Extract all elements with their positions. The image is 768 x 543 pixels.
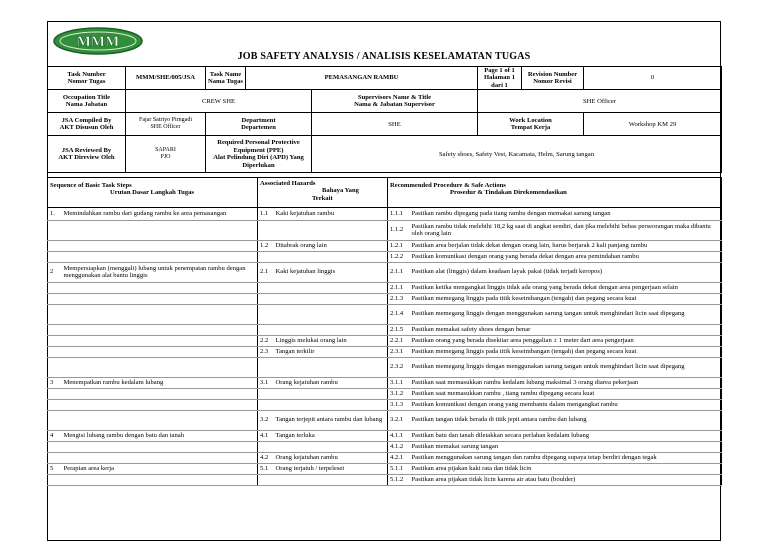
action-number: 4.1.2 <box>388 441 410 452</box>
step-number: 4 <box>48 430 62 441</box>
step-number <box>48 399 62 410</box>
steps-column-header: Sequence of Basic Task Steps Urutan Dasar Langkah Tugas <box>48 178 258 208</box>
step-number <box>48 282 62 293</box>
hazard-text <box>274 251 388 262</box>
action-number: 1.2.2 <box>388 251 410 262</box>
hazard-text <box>274 388 388 399</box>
action-number: 2.1.4 <box>388 304 410 324</box>
step-text: Menempatkan rambu kedalam lubang <box>62 377 258 388</box>
table-row <box>48 430 722 441</box>
compiled-value: Fajar Satriyo Pirngadi SHE Officer <box>126 113 206 136</box>
document-title: JOB SAFETY ANALYSIS / ANALISIS KESELAMATAN TUGAS <box>237 51 531 62</box>
step-number <box>48 335 62 346</box>
step-number: 2 <box>48 262 62 282</box>
header-table <box>47 66 722 173</box>
action-text: Pastikan memakai sarung tangan <box>410 441 722 452</box>
action-number: 2.1.5 <box>388 324 410 335</box>
action-number: 3.1.3 <box>388 399 410 410</box>
step-number <box>48 452 62 463</box>
action-number: 5.1.1 <box>388 463 410 474</box>
action-number: 2.1.1 <box>388 282 410 293</box>
table-row <box>48 399 722 410</box>
actions-column-header: Recommended Procedure & Safe Actions Prosedur & Tindakan Direkomendasikan <box>388 178 722 208</box>
jsa-body-table <box>47 207 722 486</box>
step-text <box>62 410 258 430</box>
table-row <box>48 262 722 282</box>
step-number <box>48 441 62 452</box>
table-row <box>48 220 722 240</box>
hazard-text <box>274 441 388 452</box>
hazard-number <box>258 399 274 410</box>
action-number: 1.2.1 <box>388 240 410 251</box>
hazard-text <box>274 474 388 485</box>
logo-text: MMM <box>76 34 120 50</box>
table-row <box>48 410 722 430</box>
hazard-text <box>274 220 388 240</box>
action-text: Pastikan area berjalan tidak dekat dengan orang lain, harus berjarak 2 kali panjang rambu <box>410 240 722 251</box>
table-row <box>48 282 722 293</box>
action-number: 2.2.1 <box>388 335 410 346</box>
action-number: 2.1.3 <box>388 293 410 304</box>
hazard-number: 3.1 <box>258 377 274 388</box>
page-label: Page 1 of 1 Halaman 1 dari 1 <box>478 67 522 90</box>
action-text: Pastikan ketika mengangkat linggis tidak ada orang yang berada dekat dengan area pengerjaan selain <box>410 282 722 293</box>
step-number <box>48 304 62 324</box>
table-row <box>48 293 722 304</box>
hazard-number <box>258 282 274 293</box>
hazard-number <box>258 293 274 304</box>
hazard-number: 4.2 <box>258 452 274 463</box>
action-text: Pastikan rambu dipegang pada tiang rambu dengan memakai sarung tangan <box>410 207 722 220</box>
step-number <box>48 388 62 399</box>
step-text <box>62 441 258 452</box>
step-text <box>62 251 258 262</box>
step-text <box>62 452 258 463</box>
action-text: Pastikan area pijakan kaki rata dan tidak licin <box>410 463 722 474</box>
revision-label: Revision Number Nomor Revisi <box>522 67 584 90</box>
step-number <box>48 410 62 430</box>
step-number <box>48 346 62 357</box>
table-row <box>48 240 722 251</box>
hazard-text: Kaki kejatuhan rambu <box>274 207 388 220</box>
hazard-text <box>274 293 388 304</box>
action-text: Pastikan rambu tidak melebihi 18,2 kg saat di angkat sendiri, dan jika melebihi bebas perseorangan maka dibantu oleh orang lain <box>410 220 722 240</box>
action-number: 3.2.1 <box>388 410 410 430</box>
task-name: PEMASANGAN RAMBU <box>246 67 478 90</box>
revision-number: 0 <box>584 67 722 90</box>
hazard-number: 2.1 <box>258 262 274 282</box>
location-value: Workshop KM 29 <box>584 113 722 136</box>
table-row <box>48 474 722 485</box>
hazard-number: 2.2 <box>258 335 274 346</box>
column-header-table <box>47 177 722 208</box>
supervisor-value: SHE Officer <box>478 90 722 113</box>
action-text: Pastikan memakai safety shoes dengan benar <box>410 324 722 335</box>
action-text: Pastikan area pijakan tidak licin karena air atau batu (boulder) <box>410 474 722 485</box>
hazard-text <box>274 304 388 324</box>
action-number: 3.1.1 <box>388 377 410 388</box>
action-number: 2.3.1 <box>388 346 410 357</box>
action-text: Pastikan komunikasi dengan orang yang membantu dalam mengangkat rambu <box>410 399 722 410</box>
step-text <box>62 335 258 346</box>
action-number: 4.2.1 <box>388 452 410 463</box>
hazard-text: Orang terjatuh / terpeleset <box>274 463 388 474</box>
table-row <box>48 463 722 474</box>
compiled-label: JSA Compiled By AKT Disusun Oleh <box>48 113 126 136</box>
hazard-number: 1.1 <box>258 207 274 220</box>
action-text: Pastikan memegang linggis dengan menggunakan sarung tangan untuk menghindari licin saat dipegang <box>410 304 722 324</box>
action-number: 2.3.2 <box>388 357 410 377</box>
table-row <box>48 346 722 357</box>
step-text: Mengisi lubang rambu dengan batu dan tanah <box>62 430 258 441</box>
hazard-text <box>274 282 388 293</box>
hazard-text <box>274 324 388 335</box>
hazard-number <box>258 388 274 399</box>
action-number: 4.1.1 <box>388 430 410 441</box>
hazard-text: Orang kejatuhan rambu <box>274 452 388 463</box>
step-text <box>62 220 258 240</box>
occupation-label: Occupation Title Nama Jabatan <box>48 90 126 113</box>
ppe-label: Required Personal Protective Equipment (PPE) Alat Pelindung Diri (APD) Yang Diperlukan <box>206 136 312 173</box>
hazard-number <box>258 251 274 262</box>
action-text: Pastikan orang yang berada disekitar area penggalian ± 1 meter dari area pengerjaan <box>410 335 722 346</box>
step-text <box>62 474 258 485</box>
table-row <box>48 251 722 262</box>
action-number: 1.1.2 <box>388 220 410 240</box>
location-label: Work Location Tempat Kerja <box>478 113 584 136</box>
step-text <box>62 346 258 357</box>
action-text: Pastikan komunikasi dengan orang yang berada dekat dengan area pemindahan rambu <box>410 251 722 262</box>
hazard-number <box>258 324 274 335</box>
hazard-text: Tangan terjepit antara rambu dan lubang <box>274 410 388 430</box>
step-number <box>48 474 62 485</box>
hazard-number: 2.3 <box>258 346 274 357</box>
action-text: Pastikan batu dan tanah diletakkan secara perlahan kedalam lubang <box>410 430 722 441</box>
action-text: Pastikan alat (linggis) dalam keadaan layak pakai (tidak terjadi keropos) <box>410 262 722 282</box>
hazard-number <box>258 304 274 324</box>
hazard-number: 4.1 <box>258 430 274 441</box>
table-row <box>48 207 722 220</box>
action-number: 3.1.2 <box>388 388 410 399</box>
task-number-label: Task Number Nomor Tugas <box>48 67 126 90</box>
step-number <box>48 324 62 335</box>
reviewed-value: SAPARI PJO <box>126 136 206 173</box>
step-number <box>48 251 62 262</box>
step-number <box>48 240 62 251</box>
hazard-number: 1.2 <box>258 240 274 251</box>
table-row <box>48 388 722 399</box>
step-text: Mempersiapkan (menggali) lubang untuk penempatan rambu dengan menggunakan alat bantu linggis <box>62 262 258 282</box>
hazard-text: Tangan terkilir <box>274 346 388 357</box>
reviewed-label: JSA Reviewed By AKT Direview Oleh <box>48 136 126 173</box>
table-row <box>48 357 722 377</box>
action-text: Pastikan saat memasukkan rambu kedalam lubang maksimal 3 orang diarea pekerjaan <box>410 377 722 388</box>
step-text <box>62 240 258 251</box>
step-text <box>62 357 258 377</box>
step-number <box>48 220 62 240</box>
table-row <box>48 304 722 324</box>
hazards-column-header: Associated Hazards Bahaya Yang Terkait <box>258 178 388 208</box>
action-number: 5.1.2 <box>388 474 410 485</box>
table-row <box>48 452 722 463</box>
hazard-text: Ditabrak orang lain <box>274 240 388 251</box>
hazard-text: Tangan terluka <box>274 430 388 441</box>
step-text <box>62 304 258 324</box>
step-text: Memindahkan rambu dari gudang rambu ke area pemasangan <box>62 207 258 220</box>
action-number: 2.1.1 <box>388 262 410 282</box>
hazard-number <box>258 220 274 240</box>
step-number: 1. <box>48 207 62 220</box>
table-row <box>48 441 722 452</box>
hazard-number <box>258 441 274 452</box>
department-value: SHE <box>312 113 478 136</box>
action-text: Pastikan memegang linggis pada titik keseimbangan (tengah) dan pegang secara kuat <box>410 293 722 304</box>
action-number: 1.1.1 <box>388 207 410 220</box>
occupation-value: CREW SHE <box>126 90 312 113</box>
department-label: Department Departemen <box>206 113 312 136</box>
step-text <box>62 399 258 410</box>
step-text: Perapian area kerja <box>62 463 258 474</box>
hazard-number <box>258 357 274 377</box>
task-number: MMM/SHE/005/JSA <box>126 67 206 90</box>
supervisor-label: Supervisors Name & Title Nama & Jabatan Supervisor <box>312 90 478 113</box>
action-text: Pastikan saat memasukkan rambu , tiang rambu dipegang secara kuat <box>410 388 722 399</box>
step-text <box>62 293 258 304</box>
hazard-text <box>274 357 388 377</box>
action-text: Pastikan menggunakan sarung tangan dan rambu dipegang supaya tetap berdiri dengan tegak <box>410 452 722 463</box>
step-number <box>48 357 62 377</box>
hazard-text <box>274 399 388 410</box>
step-text <box>62 388 258 399</box>
hazard-text: Linggis melukai orang lain <box>274 335 388 346</box>
step-text <box>62 282 258 293</box>
step-number <box>48 293 62 304</box>
hazard-number <box>258 474 274 485</box>
step-number: 5 <box>48 463 62 474</box>
step-number: 3 <box>48 377 62 388</box>
hazard-text: Orang kejatuhan rambu <box>274 377 388 388</box>
action-text: Pastikan memegang linggis dengan menggunakan sarung tangan untuk menghindari licin saat dipegang <box>410 357 722 377</box>
task-name-label: Task Name Nama Tugas <box>206 67 246 90</box>
action-text: Pastikan tangan tidak berada di titik jepit antara rambu dan lubang <box>410 410 722 430</box>
step-text <box>62 324 258 335</box>
hazard-number: 5.1 <box>258 463 274 474</box>
table-row <box>48 377 722 388</box>
table-row <box>48 335 722 346</box>
action-text: Pastikan memegang linggis pada titik keseimbangan (tengah) dan pegang secara kuat <box>410 346 722 357</box>
table-row <box>48 324 722 335</box>
ppe-value: Safety shoes, Safety Vest, Kacamata, Helm, Sarung tangan <box>312 136 722 173</box>
hazard-number: 3.2 <box>258 410 274 430</box>
hazard-text: Kaki kejatuhan linggis <box>274 262 388 282</box>
